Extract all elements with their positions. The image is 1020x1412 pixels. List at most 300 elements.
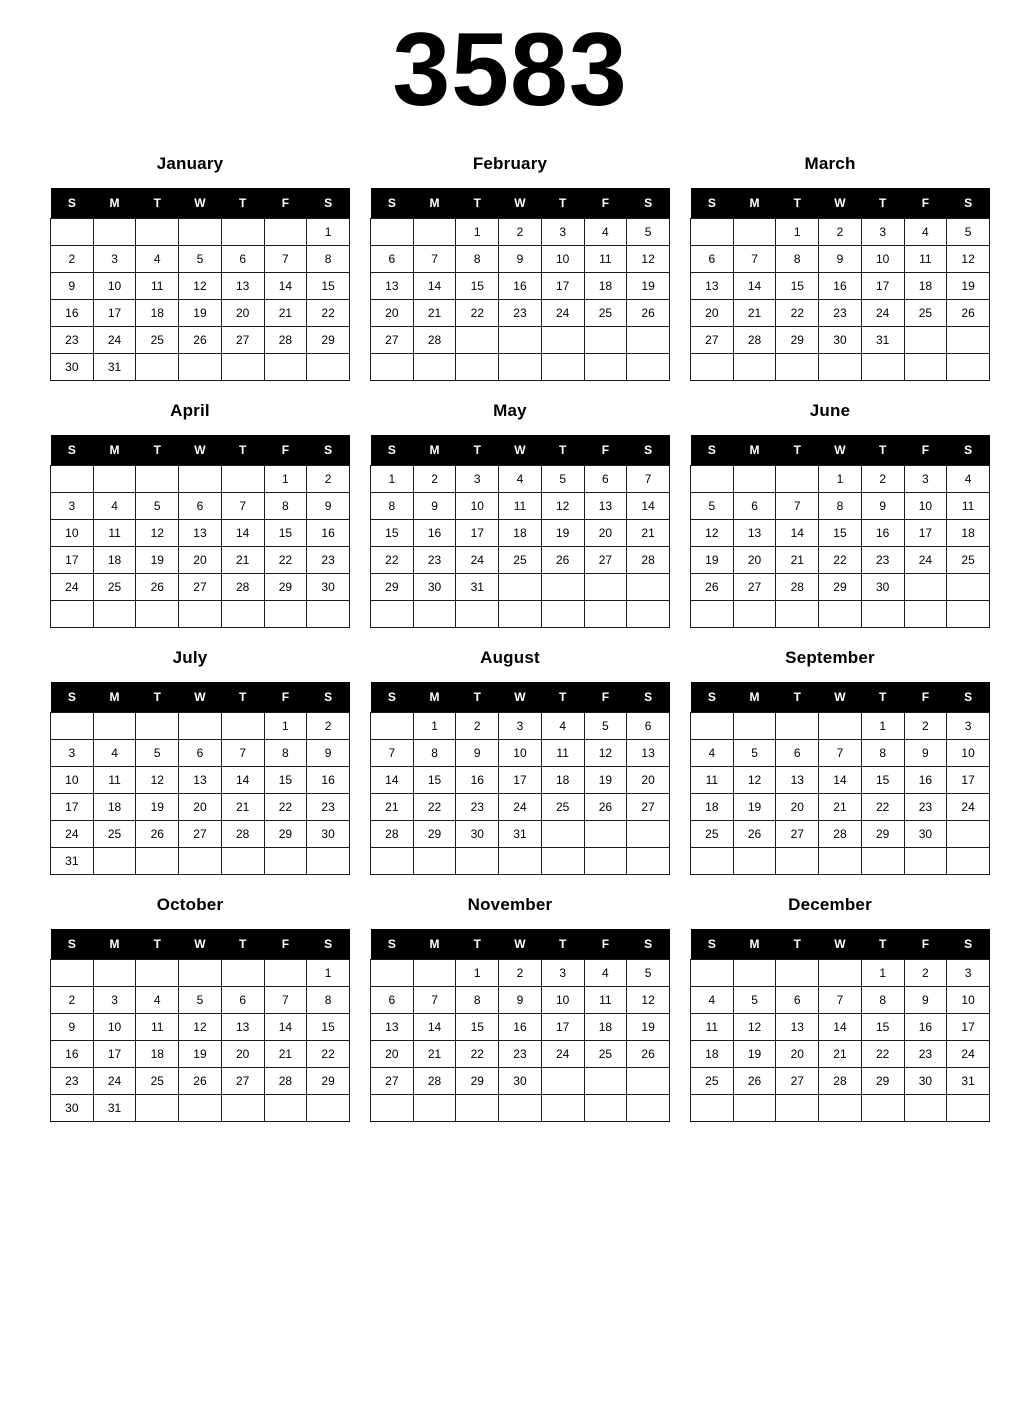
day-cell[interactable]: 28 bbox=[819, 1068, 862, 1095]
day-cell[interactable]: 13 bbox=[221, 273, 264, 300]
day-cell[interactable]: 28 bbox=[264, 1068, 307, 1095]
day-cell[interactable]: 3 bbox=[947, 960, 990, 987]
day-cell[interactable]: 17 bbox=[93, 300, 136, 327]
day-cell[interactable]: 5 bbox=[627, 960, 670, 987]
day-cell[interactable]: 19 bbox=[691, 547, 734, 574]
day-cell[interactable]: 14 bbox=[264, 1014, 307, 1041]
day-cell[interactable]: 16 bbox=[819, 273, 862, 300]
day-cell[interactable]: 25 bbox=[93, 574, 136, 601]
day-cell[interactable]: 15 bbox=[264, 520, 307, 547]
day-cell[interactable]: 12 bbox=[627, 246, 670, 273]
day-cell[interactable]: 2 bbox=[307, 466, 350, 493]
day-cell[interactable]: 11 bbox=[904, 246, 947, 273]
day-cell[interactable]: 22 bbox=[456, 1041, 499, 1068]
day-cell[interactable]: 11 bbox=[499, 493, 542, 520]
day-cell[interactable]: 5 bbox=[584, 713, 627, 740]
day-cell[interactable]: 2 bbox=[904, 960, 947, 987]
day-cell[interactable]: 22 bbox=[307, 300, 350, 327]
day-cell[interactable]: 15 bbox=[819, 520, 862, 547]
day-cell[interactable]: 17 bbox=[93, 1041, 136, 1068]
day-cell[interactable]: 4 bbox=[136, 246, 179, 273]
day-cell[interactable]: 5 bbox=[179, 987, 222, 1014]
day-cell[interactable]: 16 bbox=[307, 520, 350, 547]
day-cell[interactable]: 18 bbox=[691, 1041, 734, 1068]
day-cell[interactable]: 24 bbox=[51, 574, 94, 601]
day-cell[interactable]: 11 bbox=[584, 246, 627, 273]
day-cell[interactable]: 8 bbox=[307, 246, 350, 273]
day-cell[interactable]: 2 bbox=[904, 713, 947, 740]
day-cell[interactable]: 2 bbox=[499, 960, 542, 987]
day-cell[interactable]: 9 bbox=[51, 273, 94, 300]
day-cell[interactable]: 28 bbox=[413, 1068, 456, 1095]
day-cell[interactable]: 5 bbox=[691, 493, 734, 520]
day-cell[interactable]: 15 bbox=[307, 273, 350, 300]
day-cell[interactable]: 9 bbox=[904, 740, 947, 767]
day-cell[interactable]: 10 bbox=[541, 246, 584, 273]
day-cell[interactable]: 21 bbox=[819, 794, 862, 821]
day-cell[interactable]: 5 bbox=[733, 740, 776, 767]
day-cell[interactable]: 26 bbox=[179, 1068, 222, 1095]
day-cell[interactable]: 11 bbox=[136, 273, 179, 300]
day-cell[interactable]: 24 bbox=[947, 1041, 990, 1068]
day-cell[interactable]: 19 bbox=[136, 547, 179, 574]
day-cell[interactable]: 10 bbox=[947, 740, 990, 767]
day-cell[interactable]: 22 bbox=[819, 547, 862, 574]
day-cell[interactable]: 22 bbox=[861, 1041, 904, 1068]
day-cell[interactable]: 2 bbox=[51, 246, 94, 273]
day-cell[interactable]: 21 bbox=[221, 547, 264, 574]
day-cell[interactable]: 24 bbox=[861, 300, 904, 327]
day-cell[interactable]: 24 bbox=[456, 547, 499, 574]
day-cell[interactable]: 18 bbox=[499, 520, 542, 547]
day-cell[interactable]: 20 bbox=[221, 1041, 264, 1068]
day-cell[interactable]: 2 bbox=[456, 713, 499, 740]
day-cell[interactable]: 15 bbox=[371, 520, 414, 547]
day-cell[interactable]: 18 bbox=[541, 767, 584, 794]
day-cell[interactable]: 18 bbox=[904, 273, 947, 300]
day-cell[interactable]: 17 bbox=[947, 767, 990, 794]
day-cell[interactable]: 17 bbox=[499, 767, 542, 794]
day-cell[interactable]: 2 bbox=[413, 466, 456, 493]
day-cell[interactable]: 27 bbox=[371, 327, 414, 354]
day-cell[interactable]: 3 bbox=[456, 466, 499, 493]
day-cell[interactable]: 29 bbox=[307, 1068, 350, 1095]
day-cell[interactable]: 15 bbox=[307, 1014, 350, 1041]
day-cell[interactable]: 13 bbox=[371, 273, 414, 300]
day-cell[interactable]: 6 bbox=[371, 246, 414, 273]
day-cell[interactable]: 4 bbox=[584, 960, 627, 987]
day-cell[interactable]: 20 bbox=[371, 1041, 414, 1068]
day-cell[interactable]: 9 bbox=[499, 246, 542, 273]
day-cell[interactable]: 9 bbox=[307, 493, 350, 520]
day-cell[interactable]: 7 bbox=[264, 246, 307, 273]
day-cell[interactable]: 20 bbox=[371, 300, 414, 327]
day-cell[interactable]: 4 bbox=[691, 740, 734, 767]
day-cell[interactable]: 21 bbox=[264, 1041, 307, 1068]
day-cell[interactable]: 17 bbox=[51, 547, 94, 574]
day-cell[interactable]: 25 bbox=[691, 1068, 734, 1095]
day-cell[interactable]: 25 bbox=[136, 1068, 179, 1095]
day-cell[interactable]: 24 bbox=[541, 1041, 584, 1068]
day-cell[interactable]: 15 bbox=[456, 273, 499, 300]
day-cell[interactable]: 23 bbox=[307, 547, 350, 574]
day-cell[interactable]: 9 bbox=[307, 740, 350, 767]
day-cell[interactable]: 7 bbox=[776, 493, 819, 520]
day-cell[interactable]: 1 bbox=[307, 219, 350, 246]
day-cell[interactable]: 22 bbox=[861, 794, 904, 821]
day-cell[interactable]: 16 bbox=[51, 1041, 94, 1068]
day-cell[interactable]: 13 bbox=[179, 520, 222, 547]
day-cell[interactable]: 17 bbox=[904, 520, 947, 547]
day-cell[interactable]: 23 bbox=[456, 794, 499, 821]
day-cell[interactable]: 17 bbox=[51, 794, 94, 821]
day-cell[interactable]: 24 bbox=[947, 794, 990, 821]
day-cell[interactable]: 18 bbox=[136, 300, 179, 327]
day-cell[interactable]: 6 bbox=[584, 466, 627, 493]
day-cell[interactable]: 8 bbox=[819, 493, 862, 520]
day-cell[interactable]: 7 bbox=[221, 740, 264, 767]
day-cell[interactable]: 5 bbox=[947, 219, 990, 246]
day-cell[interactable]: 11 bbox=[93, 520, 136, 547]
day-cell[interactable]: 3 bbox=[93, 246, 136, 273]
day-cell[interactable]: 1 bbox=[307, 960, 350, 987]
day-cell[interactable]: 5 bbox=[733, 987, 776, 1014]
day-cell[interactable]: 12 bbox=[179, 1014, 222, 1041]
day-cell[interactable]: 21 bbox=[733, 300, 776, 327]
day-cell[interactable]: 20 bbox=[179, 794, 222, 821]
day-cell[interactable]: 1 bbox=[776, 219, 819, 246]
day-cell[interactable]: 12 bbox=[947, 246, 990, 273]
day-cell[interactable]: 12 bbox=[179, 273, 222, 300]
day-cell[interactable]: 31 bbox=[93, 354, 136, 381]
day-cell[interactable]: 30 bbox=[51, 354, 94, 381]
day-cell[interactable]: 20 bbox=[221, 300, 264, 327]
day-cell[interactable]: 6 bbox=[776, 740, 819, 767]
day-cell[interactable]: 12 bbox=[136, 767, 179, 794]
day-cell[interactable]: 26 bbox=[584, 794, 627, 821]
day-cell[interactable]: 5 bbox=[541, 466, 584, 493]
day-cell[interactable]: 4 bbox=[136, 987, 179, 1014]
day-cell[interactable]: 21 bbox=[627, 520, 670, 547]
day-cell[interactable]: 8 bbox=[776, 246, 819, 273]
day-cell[interactable]: 15 bbox=[413, 767, 456, 794]
day-cell[interactable]: 20 bbox=[776, 794, 819, 821]
day-cell[interactable]: 12 bbox=[733, 1014, 776, 1041]
day-cell[interactable]: 4 bbox=[947, 466, 990, 493]
day-cell[interactable]: 23 bbox=[307, 794, 350, 821]
day-cell[interactable]: 16 bbox=[861, 520, 904, 547]
day-cell[interactable]: 13 bbox=[584, 493, 627, 520]
day-cell[interactable]: 22 bbox=[776, 300, 819, 327]
day-cell[interactable]: 19 bbox=[627, 1014, 670, 1041]
day-cell[interactable]: 2 bbox=[51, 987, 94, 1014]
day-cell[interactable]: 6 bbox=[221, 987, 264, 1014]
day-cell[interactable]: 15 bbox=[264, 767, 307, 794]
day-cell[interactable]: 10 bbox=[947, 987, 990, 1014]
day-cell[interactable]: 29 bbox=[861, 1068, 904, 1095]
day-cell[interactable]: 11 bbox=[691, 767, 734, 794]
day-cell[interactable]: 12 bbox=[627, 987, 670, 1014]
day-cell[interactable]: 20 bbox=[179, 547, 222, 574]
day-cell[interactable]: 27 bbox=[776, 1068, 819, 1095]
day-cell[interactable]: 3 bbox=[93, 987, 136, 1014]
day-cell[interactable]: 30 bbox=[307, 821, 350, 848]
day-cell[interactable]: 9 bbox=[51, 1014, 94, 1041]
day-cell[interactable]: 21 bbox=[819, 1041, 862, 1068]
day-cell[interactable]: 5 bbox=[136, 493, 179, 520]
day-cell[interactable]: 10 bbox=[51, 520, 94, 547]
day-cell[interactable]: 19 bbox=[541, 520, 584, 547]
day-cell[interactable]: 25 bbox=[499, 547, 542, 574]
day-cell[interactable]: 23 bbox=[51, 1068, 94, 1095]
day-cell[interactable]: 18 bbox=[947, 520, 990, 547]
day-cell[interactable]: 22 bbox=[371, 547, 414, 574]
day-cell[interactable]: 14 bbox=[221, 767, 264, 794]
day-cell[interactable]: 9 bbox=[413, 493, 456, 520]
day-cell[interactable]: 30 bbox=[307, 574, 350, 601]
day-cell[interactable]: 12 bbox=[733, 767, 776, 794]
day-cell[interactable]: 23 bbox=[413, 547, 456, 574]
day-cell[interactable]: 3 bbox=[904, 466, 947, 493]
day-cell[interactable]: 20 bbox=[627, 767, 670, 794]
day-cell[interactable]: 1 bbox=[413, 713, 456, 740]
day-cell[interactable]: 25 bbox=[904, 300, 947, 327]
day-cell[interactable]: 16 bbox=[456, 767, 499, 794]
day-cell[interactable]: 7 bbox=[733, 246, 776, 273]
day-cell[interactable]: 7 bbox=[627, 466, 670, 493]
day-cell[interactable]: 27 bbox=[584, 547, 627, 574]
day-cell[interactable]: 26 bbox=[136, 821, 179, 848]
day-cell[interactable]: 22 bbox=[264, 547, 307, 574]
day-cell[interactable]: 29 bbox=[371, 574, 414, 601]
day-cell[interactable]: 25 bbox=[584, 300, 627, 327]
day-cell[interactable]: 22 bbox=[264, 794, 307, 821]
day-cell[interactable]: 23 bbox=[499, 1041, 542, 1068]
day-cell[interactable]: 27 bbox=[371, 1068, 414, 1095]
day-cell[interactable]: 1 bbox=[371, 466, 414, 493]
day-cell[interactable]: 8 bbox=[456, 987, 499, 1014]
day-cell[interactable]: 25 bbox=[93, 821, 136, 848]
day-cell[interactable]: 7 bbox=[413, 246, 456, 273]
day-cell[interactable]: 21 bbox=[413, 300, 456, 327]
day-cell[interactable]: 29 bbox=[456, 1068, 499, 1095]
day-cell[interactable]: 29 bbox=[819, 574, 862, 601]
day-cell[interactable]: 5 bbox=[136, 740, 179, 767]
day-cell[interactable]: 14 bbox=[819, 1014, 862, 1041]
day-cell[interactable]: 27 bbox=[221, 327, 264, 354]
day-cell[interactable]: 29 bbox=[776, 327, 819, 354]
day-cell[interactable]: 17 bbox=[541, 1014, 584, 1041]
day-cell[interactable]: 11 bbox=[947, 493, 990, 520]
day-cell[interactable]: 19 bbox=[947, 273, 990, 300]
day-cell[interactable]: 8 bbox=[307, 987, 350, 1014]
day-cell[interactable]: 6 bbox=[627, 713, 670, 740]
day-cell[interactable]: 14 bbox=[776, 520, 819, 547]
day-cell[interactable]: 7 bbox=[819, 987, 862, 1014]
day-cell[interactable]: 19 bbox=[136, 794, 179, 821]
day-cell[interactable]: 4 bbox=[93, 493, 136, 520]
day-cell[interactable]: 14 bbox=[264, 273, 307, 300]
day-cell[interactable]: 2 bbox=[307, 713, 350, 740]
day-cell[interactable]: 9 bbox=[456, 740, 499, 767]
day-cell[interactable]: 30 bbox=[904, 821, 947, 848]
day-cell[interactable]: 29 bbox=[413, 821, 456, 848]
day-cell[interactable]: 30 bbox=[413, 574, 456, 601]
day-cell[interactable]: 13 bbox=[776, 1014, 819, 1041]
day-cell[interactable]: 12 bbox=[584, 740, 627, 767]
day-cell[interactable]: 19 bbox=[627, 273, 670, 300]
day-cell[interactable]: 14 bbox=[413, 1014, 456, 1041]
day-cell[interactable]: 8 bbox=[371, 493, 414, 520]
day-cell[interactable]: 6 bbox=[179, 740, 222, 767]
day-cell[interactable]: 26 bbox=[733, 1068, 776, 1095]
day-cell[interactable]: 9 bbox=[861, 493, 904, 520]
day-cell[interactable]: 13 bbox=[371, 1014, 414, 1041]
day-cell[interactable]: 29 bbox=[307, 327, 350, 354]
day-cell[interactable]: 16 bbox=[51, 300, 94, 327]
day-cell[interactable]: 17 bbox=[456, 520, 499, 547]
day-cell[interactable]: 23 bbox=[861, 547, 904, 574]
day-cell[interactable]: 27 bbox=[776, 821, 819, 848]
day-cell[interactable]: 18 bbox=[584, 1014, 627, 1041]
day-cell[interactable]: 28 bbox=[627, 547, 670, 574]
day-cell[interactable]: 24 bbox=[904, 547, 947, 574]
day-cell[interactable]: 30 bbox=[499, 1068, 542, 1095]
day-cell[interactable]: 10 bbox=[904, 493, 947, 520]
day-cell[interactable]: 19 bbox=[179, 300, 222, 327]
day-cell[interactable]: 22 bbox=[413, 794, 456, 821]
day-cell[interactable]: 1 bbox=[456, 219, 499, 246]
day-cell[interactable]: 1 bbox=[861, 713, 904, 740]
day-cell[interactable]: 14 bbox=[413, 273, 456, 300]
day-cell[interactable]: 9 bbox=[819, 246, 862, 273]
day-cell[interactable]: 17 bbox=[861, 273, 904, 300]
day-cell[interactable]: 16 bbox=[499, 273, 542, 300]
day-cell[interactable]: 7 bbox=[221, 493, 264, 520]
day-cell[interactable]: 23 bbox=[904, 1041, 947, 1068]
day-cell[interactable]: 13 bbox=[733, 520, 776, 547]
day-cell[interactable]: 18 bbox=[691, 794, 734, 821]
day-cell[interactable]: 4 bbox=[904, 219, 947, 246]
day-cell[interactable]: 10 bbox=[541, 987, 584, 1014]
day-cell[interactable]: 4 bbox=[584, 219, 627, 246]
day-cell[interactable]: 7 bbox=[819, 740, 862, 767]
day-cell[interactable]: 14 bbox=[371, 767, 414, 794]
day-cell[interactable]: 9 bbox=[499, 987, 542, 1014]
day-cell[interactable]: 20 bbox=[776, 1041, 819, 1068]
day-cell[interactable]: 6 bbox=[776, 987, 819, 1014]
day-cell[interactable]: 23 bbox=[499, 300, 542, 327]
day-cell[interactable]: 11 bbox=[136, 1014, 179, 1041]
day-cell[interactable]: 8 bbox=[264, 740, 307, 767]
day-cell[interactable]: 29 bbox=[264, 821, 307, 848]
day-cell[interactable]: 21 bbox=[776, 547, 819, 574]
day-cell[interactable]: 5 bbox=[627, 219, 670, 246]
day-cell[interactable]: 22 bbox=[307, 1041, 350, 1068]
day-cell[interactable]: 19 bbox=[179, 1041, 222, 1068]
day-cell[interactable]: 17 bbox=[947, 1014, 990, 1041]
day-cell[interactable]: 3 bbox=[947, 713, 990, 740]
day-cell[interactable]: 31 bbox=[456, 574, 499, 601]
day-cell[interactable]: 29 bbox=[264, 574, 307, 601]
day-cell[interactable]: 26 bbox=[733, 821, 776, 848]
day-cell[interactable]: 27 bbox=[221, 1068, 264, 1095]
day-cell[interactable]: 4 bbox=[541, 713, 584, 740]
day-cell[interactable]: 20 bbox=[691, 300, 734, 327]
day-cell[interactable]: 4 bbox=[691, 987, 734, 1014]
day-cell[interactable]: 11 bbox=[93, 767, 136, 794]
day-cell[interactable]: 12 bbox=[541, 493, 584, 520]
day-cell[interactable]: 18 bbox=[93, 547, 136, 574]
day-cell[interactable]: 15 bbox=[456, 1014, 499, 1041]
day-cell[interactable]: 28 bbox=[264, 327, 307, 354]
day-cell[interactable]: 8 bbox=[861, 987, 904, 1014]
day-cell[interactable]: 24 bbox=[93, 1068, 136, 1095]
day-cell[interactable]: 24 bbox=[51, 821, 94, 848]
day-cell[interactable]: 10 bbox=[51, 767, 94, 794]
day-cell[interactable]: 19 bbox=[733, 1041, 776, 1068]
day-cell[interactable]: 11 bbox=[691, 1014, 734, 1041]
day-cell[interactable]: 10 bbox=[93, 273, 136, 300]
day-cell[interactable]: 18 bbox=[584, 273, 627, 300]
day-cell[interactable]: 1 bbox=[456, 960, 499, 987]
day-cell[interactable]: 26 bbox=[541, 547, 584, 574]
day-cell[interactable]: 13 bbox=[776, 767, 819, 794]
day-cell[interactable]: 21 bbox=[221, 794, 264, 821]
day-cell[interactable]: 22 bbox=[456, 300, 499, 327]
day-cell[interactable]: 27 bbox=[627, 794, 670, 821]
day-cell[interactable]: 26 bbox=[627, 1041, 670, 1068]
day-cell[interactable]: 30 bbox=[819, 327, 862, 354]
day-cell[interactable]: 10 bbox=[499, 740, 542, 767]
day-cell[interactable]: 8 bbox=[861, 740, 904, 767]
day-cell[interactable]: 18 bbox=[93, 794, 136, 821]
day-cell[interactable]: 1 bbox=[861, 960, 904, 987]
day-cell[interactable]: 19 bbox=[584, 767, 627, 794]
day-cell[interactable]: 15 bbox=[861, 1014, 904, 1041]
day-cell[interactable]: 14 bbox=[819, 767, 862, 794]
day-cell[interactable]: 30 bbox=[861, 574, 904, 601]
day-cell[interactable]: 7 bbox=[264, 987, 307, 1014]
day-cell[interactable]: 21 bbox=[413, 1041, 456, 1068]
day-cell[interactable]: 5 bbox=[179, 246, 222, 273]
day-cell[interactable]: 31 bbox=[499, 821, 542, 848]
day-cell[interactable]: 11 bbox=[584, 987, 627, 1014]
day-cell[interactable]: 8 bbox=[456, 246, 499, 273]
day-cell[interactable]: 25 bbox=[541, 794, 584, 821]
day-cell[interactable]: 6 bbox=[221, 246, 264, 273]
day-cell[interactable]: 27 bbox=[179, 574, 222, 601]
day-cell[interactable]: 3 bbox=[541, 960, 584, 987]
day-cell[interactable]: 14 bbox=[221, 520, 264, 547]
day-cell[interactable]: 2 bbox=[861, 466, 904, 493]
day-cell[interactable]: 21 bbox=[371, 794, 414, 821]
day-cell[interactable]: 30 bbox=[456, 821, 499, 848]
day-cell[interactable]: 1 bbox=[264, 466, 307, 493]
day-cell[interactable]: 10 bbox=[861, 246, 904, 273]
day-cell[interactable]: 3 bbox=[861, 219, 904, 246]
day-cell[interactable]: 23 bbox=[819, 300, 862, 327]
day-cell[interactable]: 15 bbox=[776, 273, 819, 300]
day-cell[interactable]: 26 bbox=[691, 574, 734, 601]
day-cell[interactable]: 24 bbox=[541, 300, 584, 327]
day-cell[interactable]: 26 bbox=[136, 574, 179, 601]
day-cell[interactable]: 25 bbox=[136, 327, 179, 354]
day-cell[interactable]: 31 bbox=[51, 848, 94, 875]
day-cell[interactable]: 16 bbox=[904, 767, 947, 794]
day-cell[interactable]: 8 bbox=[413, 740, 456, 767]
day-cell[interactable]: 28 bbox=[221, 574, 264, 601]
